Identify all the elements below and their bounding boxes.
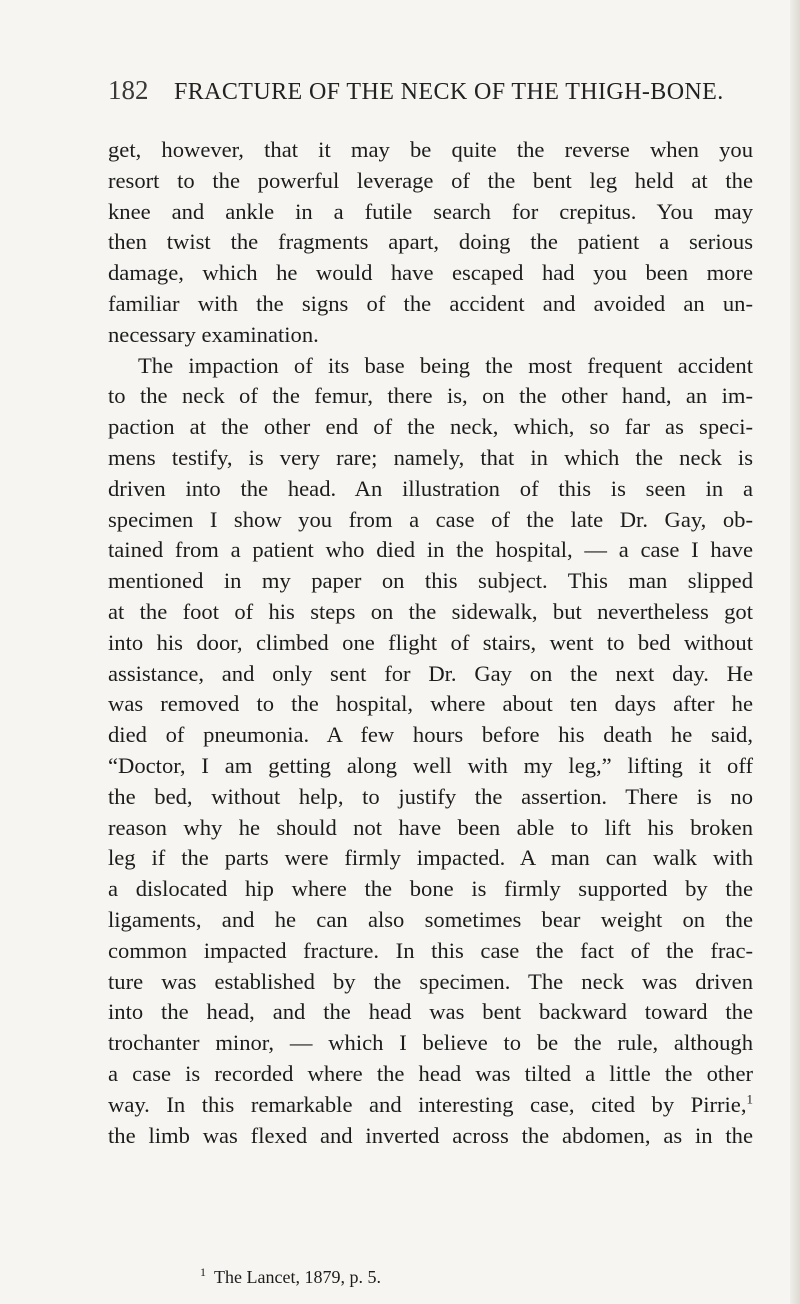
- text-line: at the foot of his steps on the sidewalk, but nevertheless got: [108, 598, 753, 624]
- text-line: assistance, and only sent for Dr. Gay on the next day. He: [108, 660, 753, 686]
- text-line: into his door, climbed one flight of stairs, went to bed without: [108, 629, 753, 655]
- text-line: ture was established by the specimen. The neck was driven: [108, 968, 753, 994]
- text-line: into the head, and the head was bent backward toward the: [108, 999, 753, 1025]
- text-line: familiar with the signs of the accident and avoided an un-: [108, 290, 753, 316]
- running-head: [108, 72, 748, 108]
- text-line: resort to the powerful leverage of the bent leg held at the: [108, 167, 753, 193]
- text-line: The impaction of its base being the most frequent accident: [138, 352, 753, 378]
- text-line: necessary examination.: [108, 321, 319, 347]
- footnote-reference[interactable]: 1: [746, 1091, 753, 1107]
- text-line: ligaments, and he can also sometimes bear weight on the: [108, 906, 753, 932]
- text-line: mentioned in my paper on this subject. This man slipped: [108, 568, 753, 594]
- text-line: common impacted fracture. In this case the fact of the frac-: [108, 937, 753, 963]
- text-line: the bed, without help, to justify the assertion. There is no: [108, 783, 753, 809]
- text-line: then twist the fragments apart, doing the patient a serious: [108, 229, 753, 255]
- text-line: reason why he should not have been able to lift his broken: [108, 814, 753, 840]
- text-line: specimen I show you from a case of the late Dr. Gay, ob-: [108, 506, 753, 532]
- text-line: mens testify, is very rare; namely, that in which the neck is: [108, 444, 753, 470]
- text-line: leg if the parts were firmly impacted. A man can walk with: [108, 845, 753, 871]
- text-line: to the neck of the femur, there is, on the other hand, an im-: [108, 383, 753, 409]
- text-line-content: way. In this remarkable and interesting case, cited by Pirrie,: [108, 1091, 747, 1117]
- footnote-text: The Lancet, 1879, p. 5.: [214, 1267, 381, 1287]
- footnote: [200, 1260, 381, 1289]
- text-line: damage, which he would have escaped had you been more: [108, 260, 753, 286]
- page-edge: [790, 0, 800, 1304]
- text-line: paction at the other end of the neck, which, so far as speci-: [108, 414, 753, 440]
- body-text: [108, 135, 753, 1151]
- text-line: a case is recorded where the head was tilted a little the other: [108, 1060, 753, 1086]
- text-line: a dislocated hip where the bone is firmly supported by the: [108, 876, 753, 902]
- text-line: driven into the head. An illustration of this is seen in a: [108, 475, 753, 501]
- text-line: was removed to the hospital, where about ten days after he: [108, 691, 753, 717]
- page-heading: FRACTURE OF THE NECK OF THE THIGH-BONE.: [174, 79, 724, 105]
- footnote-marker: 1: [200, 1265, 206, 1279]
- text-line: knee and ankle in a futile search for crepitus. You may: [108, 198, 753, 224]
- text-line: get, however, that it may be quite the reverse when you: [108, 137, 753, 162]
- page-number: 182: [108, 75, 149, 105]
- text-line-with-footnote-ref: [108, 1090, 753, 1121]
- text-line: trochanter minor, — which I believe to be the rule, although: [108, 1030, 753, 1056]
- text-line: died of pneumonia. A few hours before his death he said,: [108, 722, 753, 748]
- text-line: tained from a patient who died in the hospital, — a case I have: [108, 537, 753, 563]
- text-line: the limb was flexed and inverted across the abdomen, as in the: [108, 1122, 753, 1148]
- text-line: “Doctor, I am getting along well with my leg,” lifting it off: [108, 752, 753, 778]
